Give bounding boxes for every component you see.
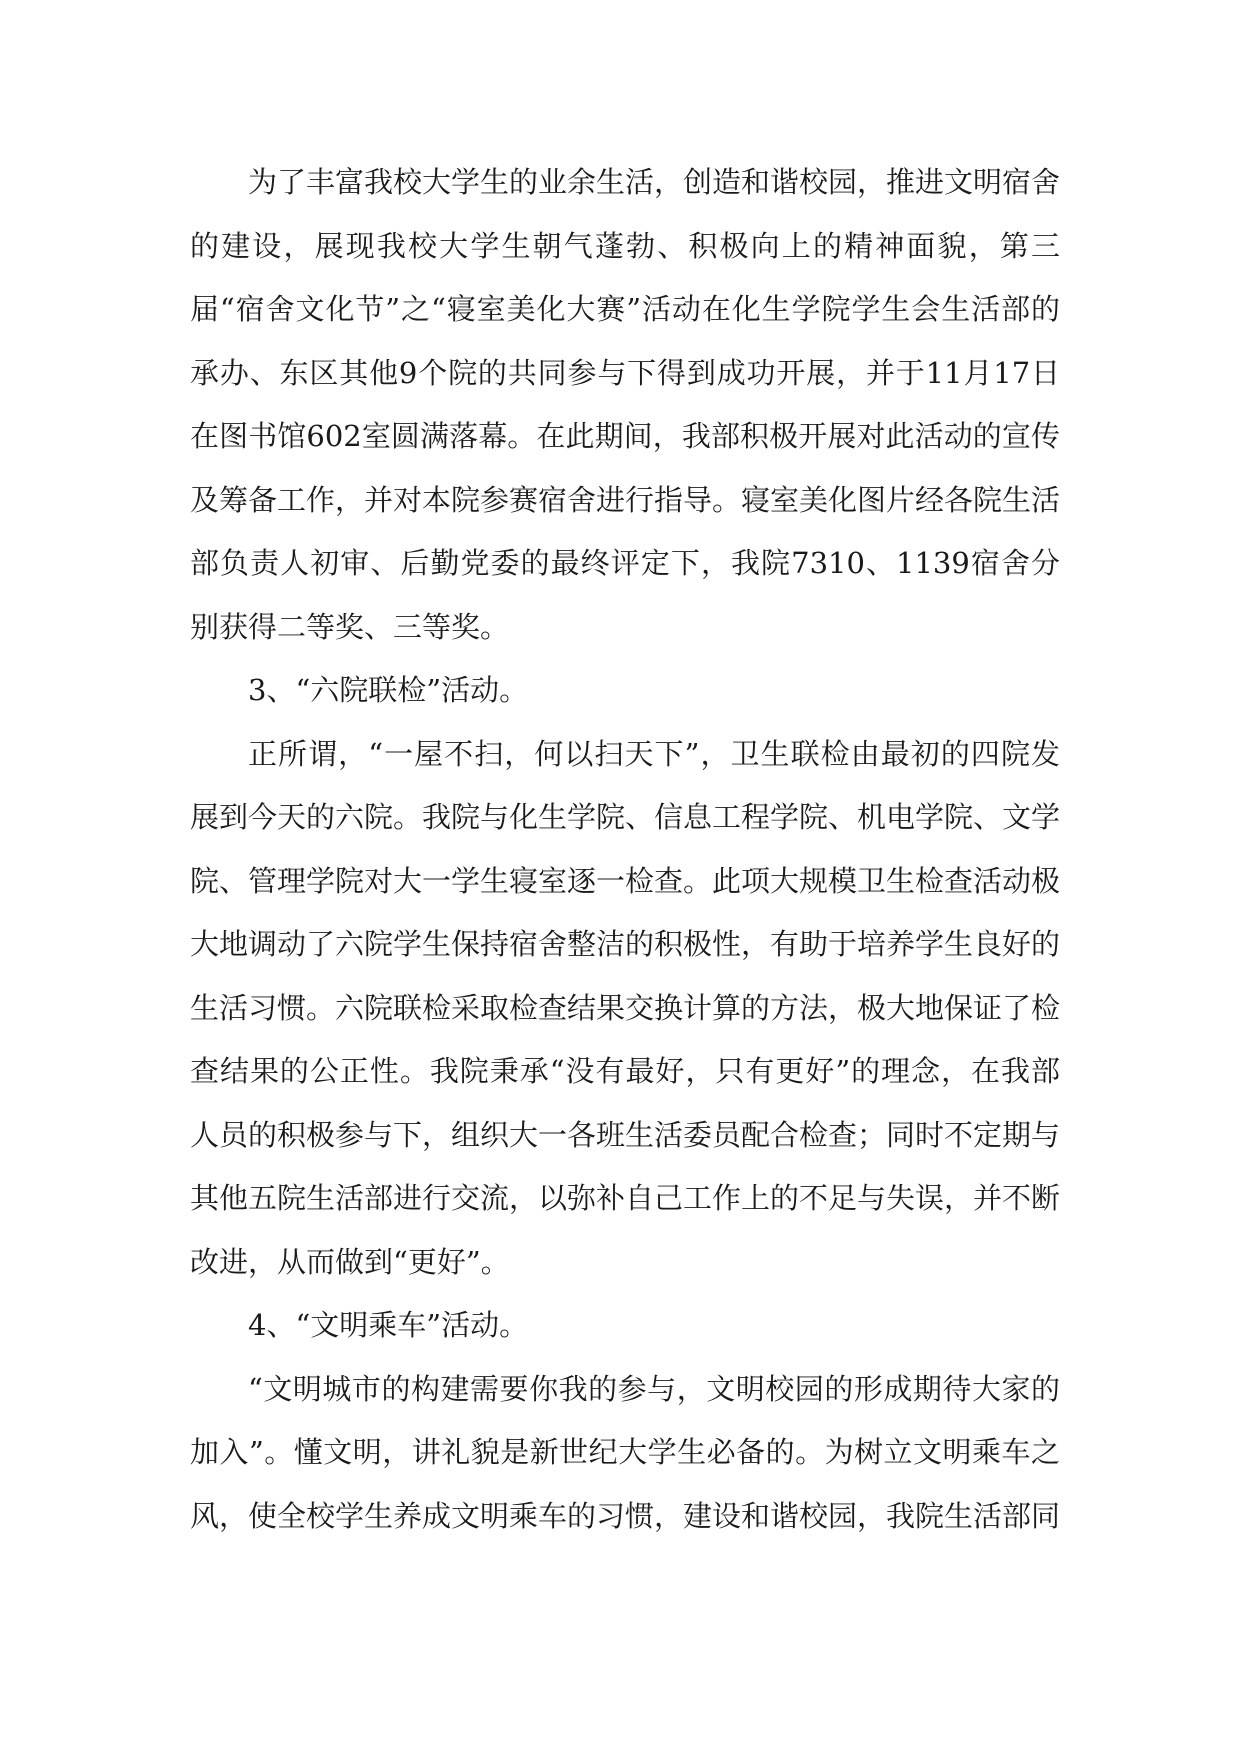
paragraph-six-college-inspection: 正所谓，“一屋不扫，何以扫天下”，卫生联检由最初的四院发展到今天的六院。我院与化生学院、信息工程学院、机电学院、文学院、管理学院对大一学生寝室逐一检查。此项大规模卫生检查活动极大地调动了六院学生保持宿舍整洁的积极性，有助于培养学生良好的生活习惯。六院联检采取检查结果交换计算的方法，极大地保证了检查结果的公正性。我院秉承“没有最好，只有更好”的理念，在我部人员的积极参与下，组织大一各班生活委员配合检查；同时不定期与其他五院生活部进行交流，以弥补自己工作上的不足与失误，并不断改进，从而做到“更好”。 — [190, 736, 1061, 1279]
document-page — [190, 151, 1060, 1548]
section-heading-civilized-riding: 4、“文明乘车”活动。 — [248, 1308, 529, 1342]
section-heading-six-college-inspection: 3、“六院联检”活动。 — [248, 673, 529, 707]
paragraph-dorm-beautification: 为了丰富我校大学生的业余生活，创造和谐校园，推进文明宿舍的建设，展现我校大学生朝气蓬勃、积极向上的精神面貌，第三届“宿舍文化节”之“寝室美化大赛”活动在化生学院学生会生活部的承办、东区其他9个院的共同参与下得到成功开展，并于11月17日在图书馆602室圆满落幕。在此期间，我部积极开展对此活动的宣传及筹备工作，并对本院参赛宿舍进行指导。寝室美化图片经各院生活部负责人初审、后勤党委的最终评定下，我院7310、1139宿舍分别获得二等奖、三等奖。 — [190, 165, 1061, 644]
paragraph-civilized-riding: “文明城市的构建需要你我的参与，文明校园的形成期待大家的加入”。懂文明，讲礼貌是新世纪大学生必备的。为树立文明乘车之风，使全校学生养成文明乘车的习惯，建设和谐校园，我院生活部同 — [190, 1371, 1061, 1533]
